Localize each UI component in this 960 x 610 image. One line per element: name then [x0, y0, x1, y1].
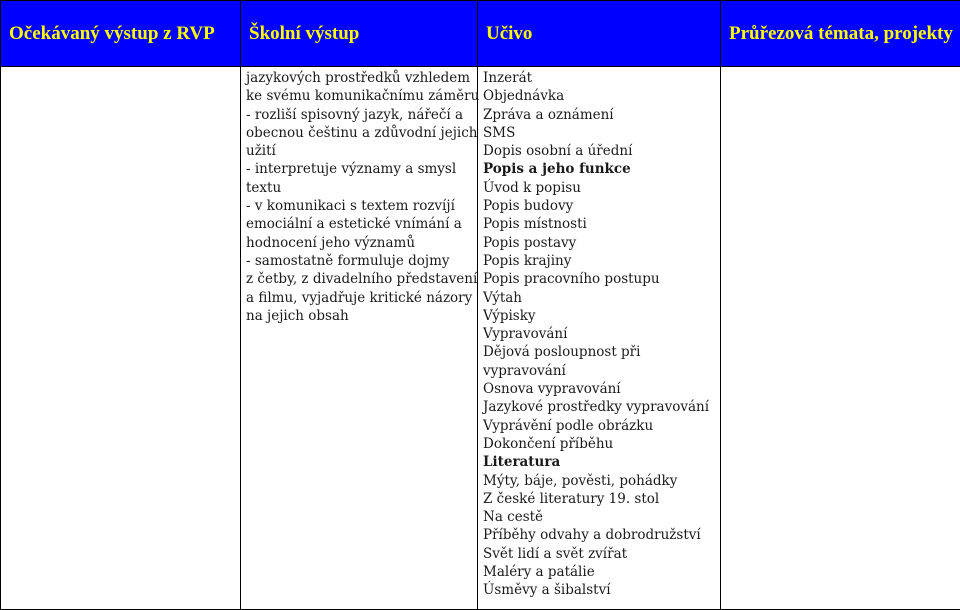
ucivo-item: Dějová posloupnost při [483, 343, 715, 361]
skolni-vystup-line: - interpretuje významy a smysl [246, 160, 472, 178]
skolni-vystup-line: - samostatně formuluje dojmy [246, 252, 472, 270]
ucivo-item: Vypravování [483, 325, 715, 343]
ucivo-item: Dopis osobní a úřední [483, 142, 715, 160]
ucivo-item: Popis krajiny [483, 252, 715, 270]
ucivo-item: Výpisky [483, 307, 715, 325]
ucivo-item: SMS [483, 124, 715, 142]
ucivo-item: vypravování [483, 362, 715, 380]
ucivo-item: Popis pracovního postupu [483, 270, 715, 288]
skolni-vystup-line: z četby, z divadelního představení [246, 270, 472, 288]
ucivo-item: Svět lidí a svět zvířat [483, 545, 715, 563]
ucivo-item: Na cestě [483, 508, 715, 526]
ucivo-item: Osnova vypravování [483, 380, 715, 398]
cell-rvp [1, 67, 241, 610]
skolni-vystup-line: - rozliší spisovný jazyk, nářečí a [246, 106, 472, 124]
skolni-vystup-line: textu [246, 179, 472, 197]
ucivo-item: Jazykové prostředky vypravování [483, 398, 715, 416]
ucivo-item: Mýty, báje, pověsti, pohádky [483, 472, 715, 490]
ucivo-item: Popis budovy [483, 197, 715, 215]
cell-ucivo [478, 67, 721, 610]
skolni-vystup-line: a filmu, vyjadřuje kritické názory [246, 289, 472, 307]
ucivo-item: Zpráva a oznámení [483, 106, 715, 124]
ucivo-item: Popis postavy [483, 234, 715, 252]
ucivo-item: Inzerát [483, 69, 715, 87]
ucivo-item: Z české literatury 19. stol [483, 490, 715, 508]
cell-prurezova-temata [721, 67, 960, 610]
header-skolni-vystup: Školní výstup [241, 1, 478, 67]
header-prurezova-temata: Průřezová témata, projekty [721, 1, 960, 67]
ucivo-item: Úvod k popisu [483, 179, 715, 197]
skolni-vystup-line: - v komunikaci s textem rozvíjí [246, 197, 472, 215]
skolni-vystup-line: užití [246, 142, 472, 160]
ucivo-heading: Literatura [483, 453, 715, 471]
cell-skolni-vystup [241, 67, 478, 610]
ucivo-item: Dokončení příběhu [483, 435, 715, 453]
skolni-vystup-line: hodnocení jeho významů [246, 234, 472, 252]
header-row [1, 1, 960, 67]
content-row [1, 67, 960, 610]
ucivo-item: Vyprávění podle obrázku [483, 417, 715, 435]
skolni-vystup-line: jazykových prostředků vzhledem [246, 69, 472, 87]
skolni-vystup-line: na jejich obsah [246, 307, 472, 325]
skolni-vystup-line: emociální a estetické vnímání a [246, 215, 472, 233]
ucivo-heading: Popis a jeho funkce [483, 160, 715, 178]
ucivo-item: Výtah [483, 289, 715, 307]
ucivo-item: Úsměvy a šibalství [483, 581, 715, 599]
ucivo-item: Příběhy odvahy a dobrodružství [483, 526, 715, 544]
ucivo-item: Objednávka [483, 87, 715, 105]
header-ucivo: Učivo [478, 1, 721, 67]
header-rvp: Očekávaný výstup z RVP [1, 1, 241, 67]
skolni-vystup-line: ke svému komunikačnímu záměru [246, 87, 472, 105]
ucivo-item: Maléry a patálie [483, 563, 715, 581]
ucivo-item: Popis místnosti [483, 215, 715, 233]
skolni-vystup-line: obecnou češtinu a zdůvodní jejich [246, 124, 472, 142]
